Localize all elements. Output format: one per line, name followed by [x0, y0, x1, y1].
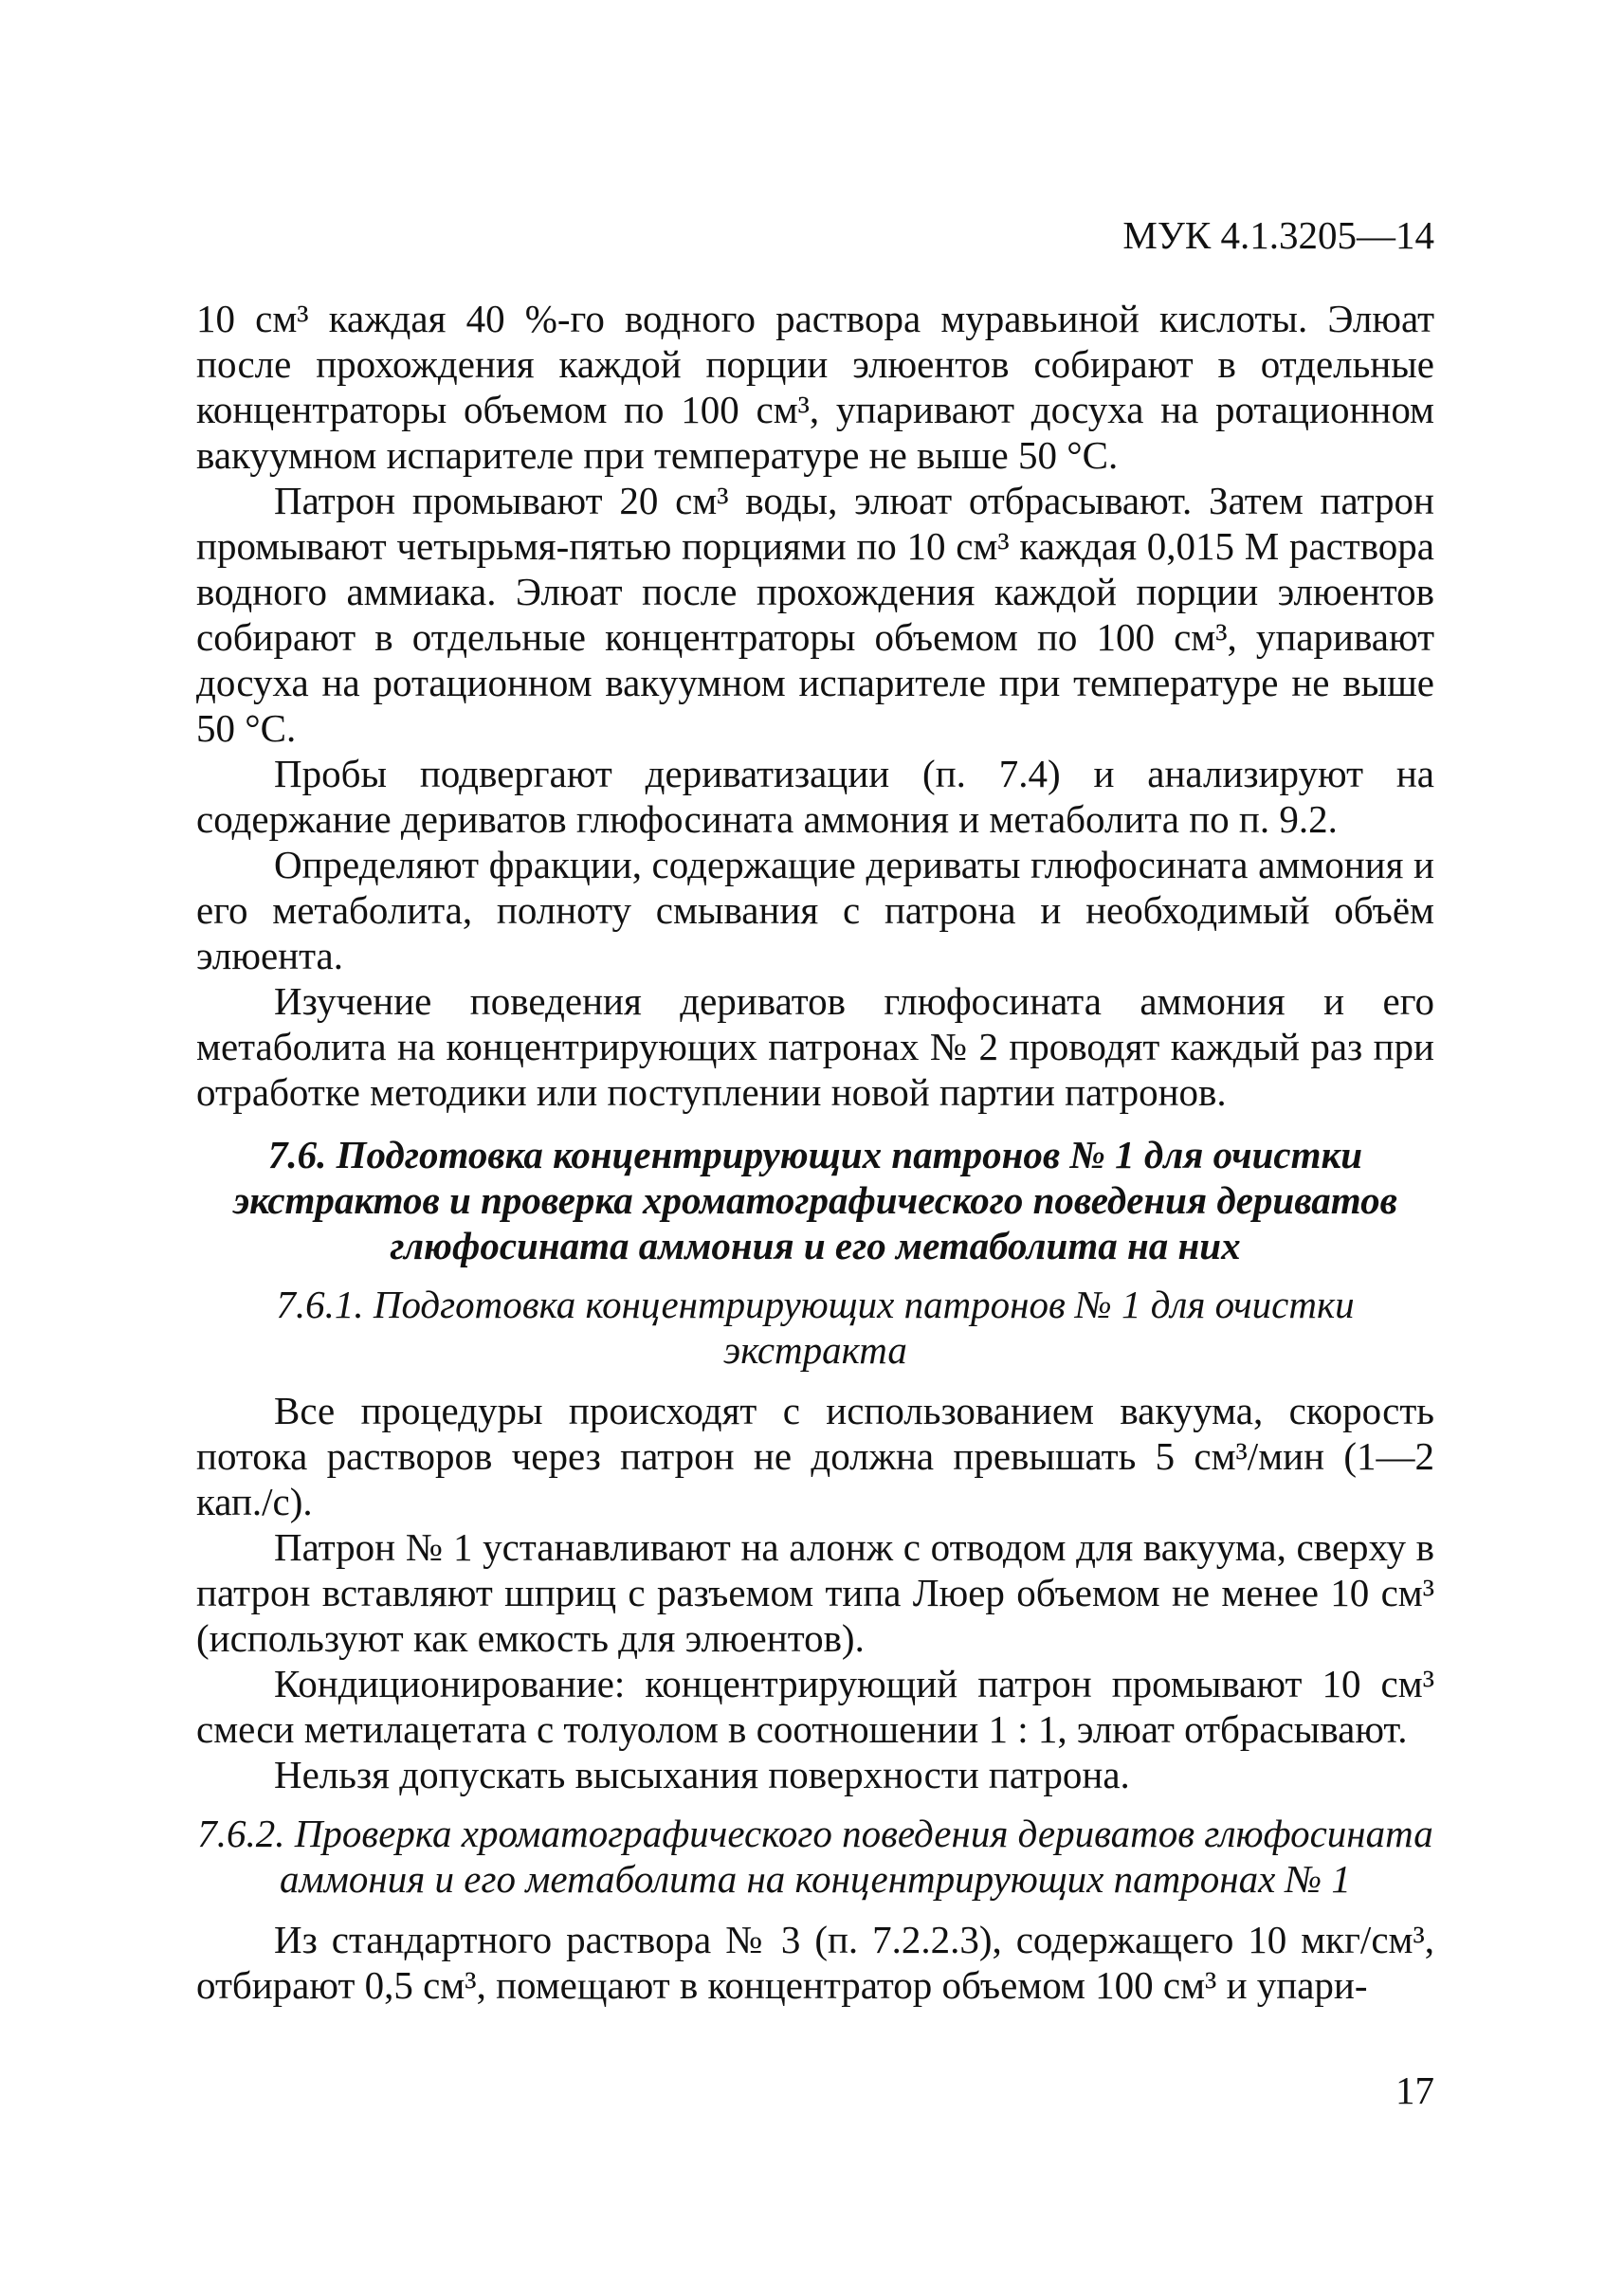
- paragraph: Из стандартного раствора № 3 (п. 7.2.2.3), содержащего 10 мкг/см³, отбирают 0,5 см³, помещают в концентратор объемом 100 см³ и упари-: [196, 1918, 1434, 2007]
- paragraph: Патрон промывают 20 см³ воды, элюат отбрасывают. Затем патрон промывают четырьмя-пятью порциями по 10 см³ каждая 0,015 М раствора водного аммиака. Элюат после прохождения каждой порции элюентов собирают в отдельные концентраторы объемом по 100 см³, упаривают досуха на ротационном вакуумном испарителе при температуре не выше 50 °С.: [196, 479, 1434, 750]
- subsection-heading-7-6-1: 7.6.1. Подготовка концентрирующих патронов № 1 для очистки экстракта: [276, 1283, 1355, 1372]
- document-code: МУК 4.1.3205—14: [1122, 213, 1434, 257]
- paragraph: Изучение поведения дериватов глюфосината аммония и его метаболита на концентрирующих патронах № 2 проводят каждый раз при отработке методики или поступлении новой партии патронов.: [196, 979, 1434, 1114]
- paragraph: Определяют фракции, содержащие дериваты глюфосината аммония и его метаболита, полноту смывания с патрона и необходимый объём элюента.: [196, 843, 1434, 977]
- section-heading-7-6: 7.6. Подготовка концентрирующих патронов № 1 для очистки экстрактов и проверка хроматографического поведения дериватов глюфосината аммония и его метаболита на них: [233, 1133, 1397, 1267]
- page-body: [196, 296, 1434, 2008]
- paragraph: Все процедуры происходят с использованием вакуума, скорость потока растворов через патрон не должна превышать 5 см³/мин (1—2 кап./с).: [196, 1389, 1434, 1523]
- paragraph: Пробы подвергают дериватизации (п. 7.4) и анализируют на содержание дериватов глюфосината аммония и метаболита по п. 9.2.: [196, 752, 1434, 841]
- paragraph: Кондиционирование: концентрирующий патрон промывают 10 см³ смеси метилацетата с толуолом в соотношении 1 : 1, элюат отбрасывают.: [196, 1662, 1434, 1751]
- subsection-heading-7-6-2: 7.6.2. Проверка хроматографического поведения дериватов глюфосината аммония и его метаболита на концентрирующих патронах № 1: [197, 1812, 1433, 1901]
- page-number: 17: [1395, 2068, 1434, 2112]
- paragraph: 10 см³ каждая 40 %-го водного раствора муравьиной кислоты. Элюат после прохождения каждой порции элюентов собирают в отдельные концентраторы объемом по 100 см³, упаривают досуха на ротационном вакуумном испарителе при температуре не выше 50 °С.: [196, 297, 1434, 477]
- paragraph: Патрон № 1 устанавливают на алонж с отводом для вакуума, сверху в патрон вставляют шприц с разъемом типа Люер объемом не менее 10 см³ (используют как емкость для элюентов).: [196, 1525, 1434, 1660]
- paragraph: Нельзя допускать высыхания поверхности патрона.: [274, 1753, 1130, 1796]
